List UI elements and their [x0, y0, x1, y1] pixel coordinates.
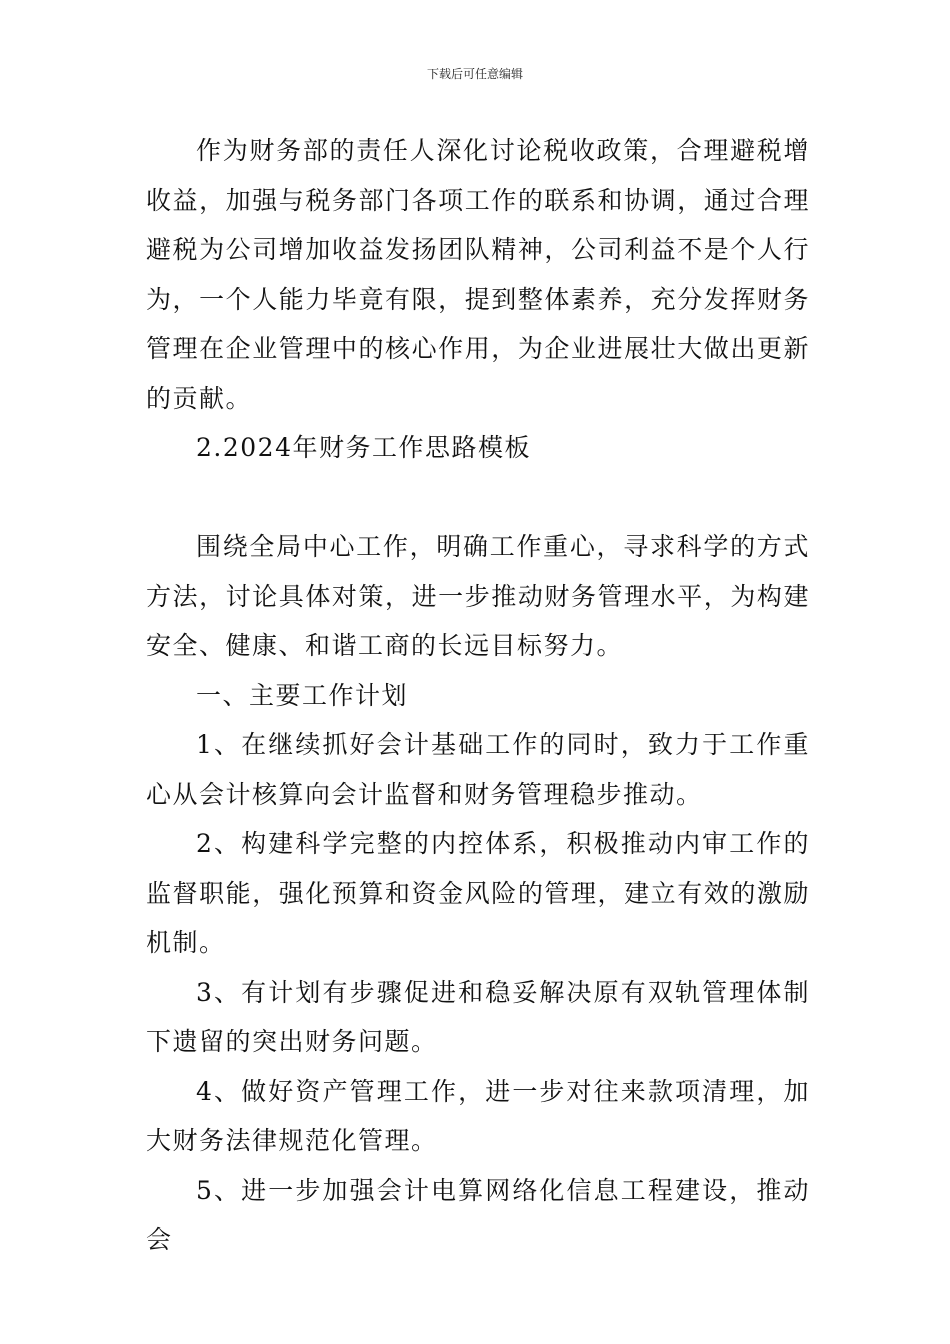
list-item-3: 3、有计划有步骤促进和稳妥解决原有双轨管理体制下遗留的突出财务问题。: [146, 977, 810, 1056]
list-item-2: 2、构建科学完整的内控体系，积极推动内审工作的监督职能，强化预算和资金风险的管理，建立有效的激励机制。: [146, 829, 810, 957]
list-item-1: 1、在继续抓好会计基础工作的同时，致力于工作重心从会计核算向会计监督和财务管理稳步推动。: [146, 730, 810, 809]
section-heading-main-plan: 一、主要工作计划: [196, 680, 409, 710]
list-item-4: 4、做好资产管理工作，进一步对往来款项清理，加大财务法律规范化管理。: [146, 1076, 810, 1155]
page-header-note: 下载后可任意编辑: [426, 67, 523, 81]
section-heading-2024-plan: 2.2024年财务工作思路模板: [196, 433, 531, 462]
paragraph-overall-goal: 围绕全局中心工作，明确工作重心，寻求科学的方式方法，讨论具体对策，进一步推动财务管理水平，为构建安全、健康、和谐工商的长远目标努力。: [146, 532, 810, 660]
document-body: [146, 126, 810, 1265]
list-item-5: 5、进一步加强会计电算网络化信息工程建设，推动会: [146, 1175, 810, 1254]
paragraph-tax-responsibility: 作为财务部的责任人深化讨论税收政策，合理避税增收益，加强与税务部门各项工作的联系和协调，通过合理避税为公司增加收益发扬团队精神，公司利益不是个人行为，一个人能力毕竟有限，提到整体素养，充分发挥财务管理在企业管理中的核心作用，为企业进展壮大做出更新的贡献。: [146, 136, 810, 413]
